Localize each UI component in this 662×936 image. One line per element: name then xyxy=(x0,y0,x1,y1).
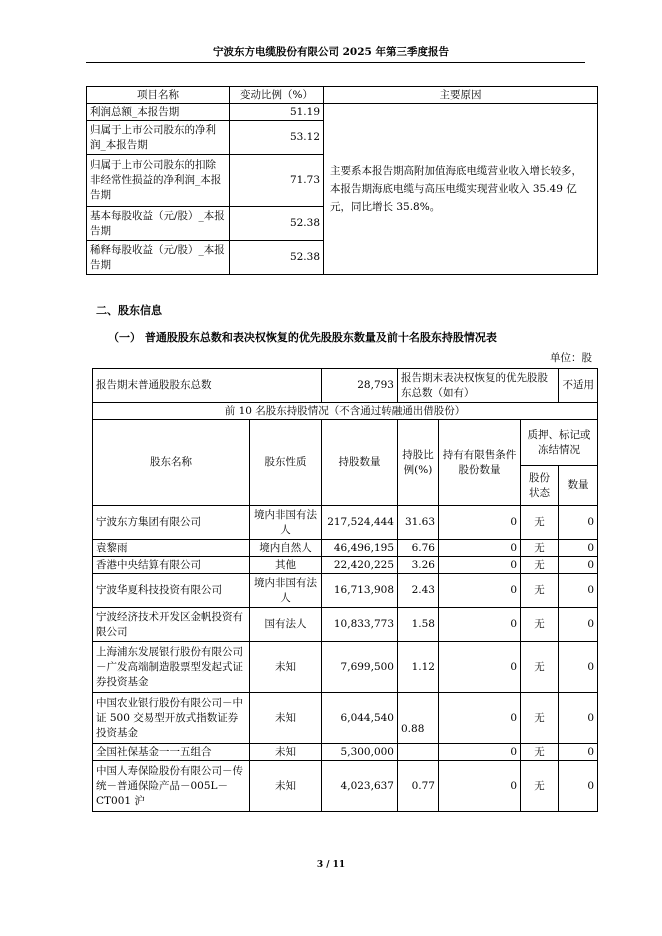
row-item: 归属于上市公司股东的扣除非经常性损益的净利润_本报告期 xyxy=(87,155,230,207)
col-header-reason: 主要原因 xyxy=(324,87,598,104)
holder-restricted: 0 xyxy=(439,540,521,557)
table-row xyxy=(93,608,598,642)
table-row xyxy=(93,540,598,557)
holder-ratio: 6.76 xyxy=(398,540,439,557)
holder-pledge-qty: 0 xyxy=(559,574,598,608)
holder-restricted: 0 xyxy=(439,506,521,540)
row-item: 归属于上市公司股东的净利润_本报告期 xyxy=(87,121,230,155)
holder-nature: 未知 xyxy=(250,642,322,693)
holder-name: 袁黎雨 xyxy=(93,540,250,557)
holder-name: 全国社保基金一一五组合 xyxy=(93,744,250,761)
total-holders-value: 28,793 xyxy=(322,369,398,403)
holder-restricted: 0 xyxy=(439,642,521,693)
holder-nature: 未知 xyxy=(250,761,322,812)
shareholders-table xyxy=(92,368,598,812)
holder-pledge-qty: 0 xyxy=(559,608,598,642)
holder-shares: 16,713,908 xyxy=(322,574,398,608)
header-shares: 持股数量 xyxy=(322,420,398,506)
holder-restricted: 0 xyxy=(439,608,521,642)
holder-pledge-status: 无 xyxy=(521,693,559,744)
preferred-holders-value: 不适用 xyxy=(559,369,598,403)
holder-ratio: 31.63 xyxy=(398,506,439,540)
holder-pledge-status: 无 xyxy=(521,642,559,693)
holder-shares: 217,524,444 xyxy=(322,506,398,540)
holder-name: 宁波华夏科技投资有限公司 xyxy=(93,574,250,608)
holder-pledge-status: 无 xyxy=(521,608,559,642)
header-pledge-status: 股份状态 xyxy=(521,466,559,506)
header-ratio: 持股比例(%) xyxy=(398,420,439,506)
change-reason: 主要系本报告期高附加值海底电缆营业收入增长较多，本报告期海底电缆与高压电缆实现营业收入 35.49 亿元，同比增长 35.8%。 xyxy=(324,104,598,275)
holder-nature: 境内非国有法人 xyxy=(250,506,322,540)
holder-name: 中国人寿保险股份有限公司－传统－普通保险产品－005L－CT001 沪 xyxy=(93,761,250,812)
holder-pledge-qty: 0 xyxy=(559,693,598,744)
holder-pledge-status: 无 xyxy=(521,744,559,761)
header-pledge-qty: 数量 xyxy=(559,466,598,506)
col-header-item: 项目名称 xyxy=(87,87,230,104)
holder-pledge-qty: 0 xyxy=(559,506,598,540)
section-subtitle: （一） 普通股股东总数和表决权恢复的优先股股东数量及前十名股东持股情况表 xyxy=(108,331,497,344)
holder-restricted: 0 xyxy=(439,744,521,761)
holder-ratio: 1.12 xyxy=(398,642,439,693)
holder-ratio xyxy=(398,744,439,761)
header-divider xyxy=(86,62,585,63)
row-ratio: 71.73 xyxy=(230,155,324,207)
section-title: 二、股东信息 xyxy=(96,304,162,317)
holder-pledge-status: 无 xyxy=(521,506,559,540)
top10-caption: 前 10 名股东持股情况（不含通过转融通出借股份） xyxy=(93,403,598,420)
holder-name: 宁波经济技术开发区金帆投资有限公司 xyxy=(93,608,250,642)
holder-shares: 6,044,540 xyxy=(322,693,398,744)
holder-pledge-status: 无 xyxy=(521,761,559,812)
change-ratio-table xyxy=(86,86,598,275)
row-item: 稀释每股收益（元/股）_本报告期 xyxy=(87,241,230,275)
holder-restricted: 0 xyxy=(439,557,521,574)
row-ratio: 51.19 xyxy=(230,104,324,121)
holder-shares: 10,833,773 xyxy=(322,608,398,642)
table-row xyxy=(93,693,598,744)
holder-ratio: 0.88 xyxy=(398,693,439,744)
row-ratio: 52.38 xyxy=(230,241,324,275)
table-row xyxy=(93,574,598,608)
holder-shares: 7,699,500 xyxy=(322,642,398,693)
page-number: 3 / 11 xyxy=(316,860,346,870)
holder-nature: 未知 xyxy=(250,744,322,761)
holder-pledge-status: 无 xyxy=(521,540,559,557)
holder-pledge-qty: 0 xyxy=(559,642,598,693)
holder-pledge-qty: 0 xyxy=(559,744,598,761)
table-row xyxy=(93,557,598,574)
row-ratio: 52.38 xyxy=(230,207,324,241)
holder-ratio: 2.43 xyxy=(398,574,439,608)
unit-label: 单位：股 xyxy=(550,352,592,364)
holder-pledge-qty: 0 xyxy=(559,761,598,812)
holder-pledge-status: 无 xyxy=(521,574,559,608)
holder-shares: 4,023,637 xyxy=(322,761,398,812)
holder-restricted: 0 xyxy=(439,574,521,608)
holder-nature: 境内自然人 xyxy=(250,540,322,557)
col-header-ratio: 变动比例（%） xyxy=(230,87,324,104)
table-row xyxy=(93,761,598,812)
holder-pledge-qty: 0 xyxy=(559,540,598,557)
header-nature: 股东性质 xyxy=(250,420,322,506)
row-item: 利润总额_本报告期 xyxy=(87,104,230,121)
page-header: 宁波东方电缆股份有限公司 2025 年第三季度报告 xyxy=(212,46,450,58)
holder-nature: 未知 xyxy=(250,693,322,744)
holder-ratio: 3.26 xyxy=(398,557,439,574)
header-name: 股东名称 xyxy=(93,420,250,506)
holder-nature: 国有法人 xyxy=(250,608,322,642)
holder-restricted: 0 xyxy=(439,693,521,744)
holder-pledge-qty: 0 xyxy=(559,557,598,574)
preferred-holders-label: 报告期末表决权恢复的优先股股东总数（如有） xyxy=(398,369,559,403)
holder-ratio: 1.58 xyxy=(398,608,439,642)
row-ratio: 53.12 xyxy=(230,121,324,155)
holder-name: 宁波东方集团有限公司 xyxy=(93,506,250,540)
header-restricted: 持有有限售条件股份数量 xyxy=(439,420,521,506)
holder-nature: 其他 xyxy=(250,557,322,574)
holder-shares: 46,496,195 xyxy=(322,540,398,557)
holder-ratio: 0.77 xyxy=(398,761,439,812)
table-row xyxy=(93,744,598,761)
holder-shares: 5,300,000 xyxy=(322,744,398,761)
holder-name: 中国农业银行股份有限公司－中证 500 交易型开放式指数证券投资基金 xyxy=(93,693,250,744)
holder-nature: 境内非国有法人 xyxy=(250,574,322,608)
holder-shares: 22,420,225 xyxy=(322,557,398,574)
holder-name: 上海浦东发展银行股份有限公司－广发高端制造股票型发起式证券投资基金 xyxy=(93,642,250,693)
header-pledge: 质押、标记或冻结情况 xyxy=(521,420,598,466)
holder-name: 香港中央结算有限公司 xyxy=(93,557,250,574)
row-item: 基本每股收益（元/股）_本报告期 xyxy=(87,207,230,241)
table-row xyxy=(93,506,598,540)
table-row xyxy=(93,642,598,693)
holder-pledge-status: 无 xyxy=(521,557,559,574)
holder-restricted: 0 xyxy=(439,761,521,812)
total-holders-label: 报告期末普通股股东总数 xyxy=(93,369,322,403)
